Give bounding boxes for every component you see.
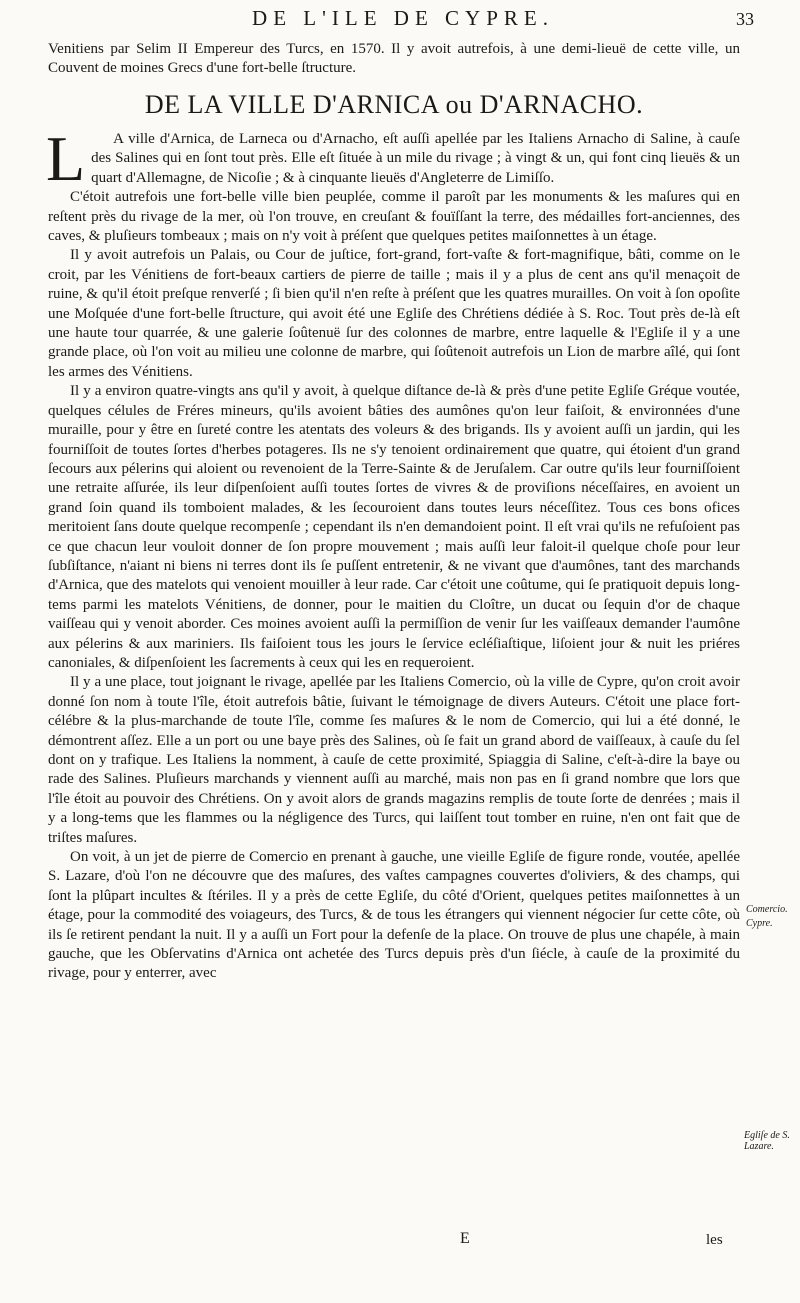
intro-text bbox=[48, 40, 740, 78]
section-title: DE LA VILLE D'ARNICA ou D'ARNACHO. bbox=[144, 90, 644, 119]
signature-mark: E bbox=[460, 1230, 470, 1247]
paragraph: Il y a une place, tout joignant le rivage, apellée par les Italiens Comercio, où la ville de Cypre, qu'on croit avoir donné ſon nom à toute l'île, étoit autrefois bâtie, ſuivant le témoignage de divers Auteurs. C'étoit une place fort-célébre & la plus-marchande de toute l'île, comme ſes maſures & le nom de Comercio, qui lui a été donné, le démontrent aſſez. Elle a un port ou une baye près des Salines, où ſe fait un grand abord de vaiſſeaux, à cauſe du ſel dont on y trafique. Les Italiens la nomment, à cauſe de cette proximité, Spiaggia di Saline, c'eſt-à-dire la baye ou rade des Salines. Pluſieurs marchands y viennent auſſi au marché, mais non pas en ſi grand nombre que lors que l'île étoit au pouvoir des Chrétiens. On y avoit alors de grands magazins remplis de toute ſorte de denrées ; mais il y a long-tems que les flammes ou la négligence des Turcs, qui laiſſent tout tomber en ruine, n'en ont fait que de triſtes maſures. bbox=[48, 674, 740, 846]
paragraph: Il y a environ quatre-vingts ans qu'il y avoit, à quelque diſtance de-là & près d'une petite Egliſe Gréque voutée, quelques célules de Fréres mineurs, qu'ils avoient bâties des aumônes qu'on leur faiſoit, & environnées d'une muraille, pour y être en ſureté contre les atentats des voleurs & des brigands. Ils y avoient auſſi un jardin, qui les fourniſſoit de toutes ſortes d'herbes potageres. Ils ne s'y tenoient ordinairement que quatre, qui étoient d'un grand ſecours aux pélerins qui aloient ou revenoient de la Terre-Sainte & de Jeruſalem. Car outre qu'ils leur fourniſſoient une retraite aſſurée, ils leur diſpenſoient auſſi toutes ſortes de vivres & de proviſions néceſſaires, en avoient un grand ſoin quand ils tomboient malades, & les ſecouroient dans toutes leurs néceſſitez. Tous ces bons ofices meritoient ſans doute quelque recompenſe ; cependant ils n'en demandoient point. Il eſt vrai qu'ils ne refuſoient pas ce que chacun leur vouloit donner de ſon propre mouvement ; mais auſſi leur faloit-il quelque choſe pour leur ſubſiſtance, n'aiant ni biens ni terres dont ils ſe puſſent entretenir, & ne vivant que d'aumônes, tant des marchands d'Arnica, que des matelots qui venoient mouiller à leur rade. Car c'étoit une coûtume, qui ſe pratiquoit depuis long-tems parmi les matelots Vénitiens, de donner, pour le maitien du Cloître, un ducat ou ſequin d'or de chaque vaiſſeau qui y venoit aborder. Ces moines avoient auſſi la permiſſion de venir ſur les vaiſſeaux demander l'aumône aux pélerins & aux mariniers. Ils faiſoient tous les jours le ſervice ecléſiaſtique, liſoient jour & nuit les priéres canoniales, & diſpenſoient les ſacrements à ceux qui les en requeroient. bbox=[48, 383, 740, 671]
main-text bbox=[46, 123, 740, 984]
drop-cap: L bbox=[46, 123, 86, 194]
paragraph: Il y avoit autrefois un Palais, ou Cour de juſtice, fort-grand, fort-vaſte & fort-magnifique, bâti, comme on le croit, par les Vénitiens de fort-beaux cartiers de pierre de taille ; mais il y a plus de cent ans qu'il menaçoit de ruine, & qu'il étoit preſque renverſé ; ſi bien qu'il n'en reſte à préſent que les quatres murailles. On voit à ſon opoſite une Moſquée d'une fort-belle ſtructure, qui avoit été une Egliſe des Chrétiens dédiée à S. Roc. Tout près de-là eſt une haute tour quarrée, & une galerie ſoûtenuë ſur des colonnes de marbre, entre laquelle & l'Egliſe il y a une grande place, où l'on voit au milieu une colonne de marbre, qui ſoûtenoit autrefois un Lion de marbre aîlé, qui ſont les armes des Vénitiens. bbox=[48, 247, 740, 380]
intro-paragraph: Venitiens par Selim II Empereur des Turcs, en 1570. Il y avoit autrefois, à une demi-lieuë de cette ville, un Couvent de moines Grecs d'une fort-belle ſtructure. bbox=[48, 41, 740, 76]
running-title: DE L'ILE DE CYPRE. bbox=[252, 6, 554, 30]
page-number: 33 bbox=[736, 9, 754, 29]
margin-note-eglise: Egliſe de S. Lazare. bbox=[744, 1130, 790, 1152]
paragraph: On voit, à un jet de pierre de Comercio en prenant à gauche, une vieille Egliſe de figure ronde, voutée, apellée S. Lazare, d'où l'on ne découvre que des maſures, des vaſtes campagnes couvertes d'oliviers, & des champs, qui ſont la plûpart incultes & ſtériles. Il y a près de cette Egliſe, du côté d'Orient, quelques petites maiſonnettes à un étage, pour la commodité des voiageurs, des Turcs, & de tous les étrangers qui viennent négocier ſur cette côte, où ils ſe retirent pendant la nuit. Il y a auſſi un Fort pour la defenſe de la place. On trouve de plus une chapéle, à main gauche, que les Obſervatins d'Arnica ont achetée des Turcs depuis près d'un ſiécle, à cauſe de la proximité du rivage, pour y enterrer, avec bbox=[48, 849, 740, 982]
paragraph: C'étoit autrefois une fort-belle ville bien peuplée, comme il paroît par les monuments & les maſures qui en reſtent près du rivage de la mer, où l'on trouve, en creuſant & fouïſſant la terre, des médailles fort-anciennes, des caves, & pluſieurs tombeaux ; mais on n'y voit à préſent que quelques petites maiſonnettes à un étage. bbox=[48, 189, 740, 245]
catchword: les bbox=[706, 1232, 723, 1248]
margin-note-comercio: Comercio. bbox=[746, 904, 788, 915]
paragraph: A ville d'Arnica, de Larneca ou d'Arnacho, eſt auſſi apellée par les Italiens Arnacho di Saline, à cauſe des Salines qui en ſont tout près. Elle eſt ſituée à un mile du rivage ; à vingt & un, qui font cinq lieuës & un quart d'Allemagne, de Nicoſie ; & à cinquante lieuës d'Angleterre de Limiſſo. bbox=[91, 131, 740, 186]
running-header bbox=[92, 6, 754, 36]
margin-note-cypre: Cypre. bbox=[746, 918, 773, 929]
